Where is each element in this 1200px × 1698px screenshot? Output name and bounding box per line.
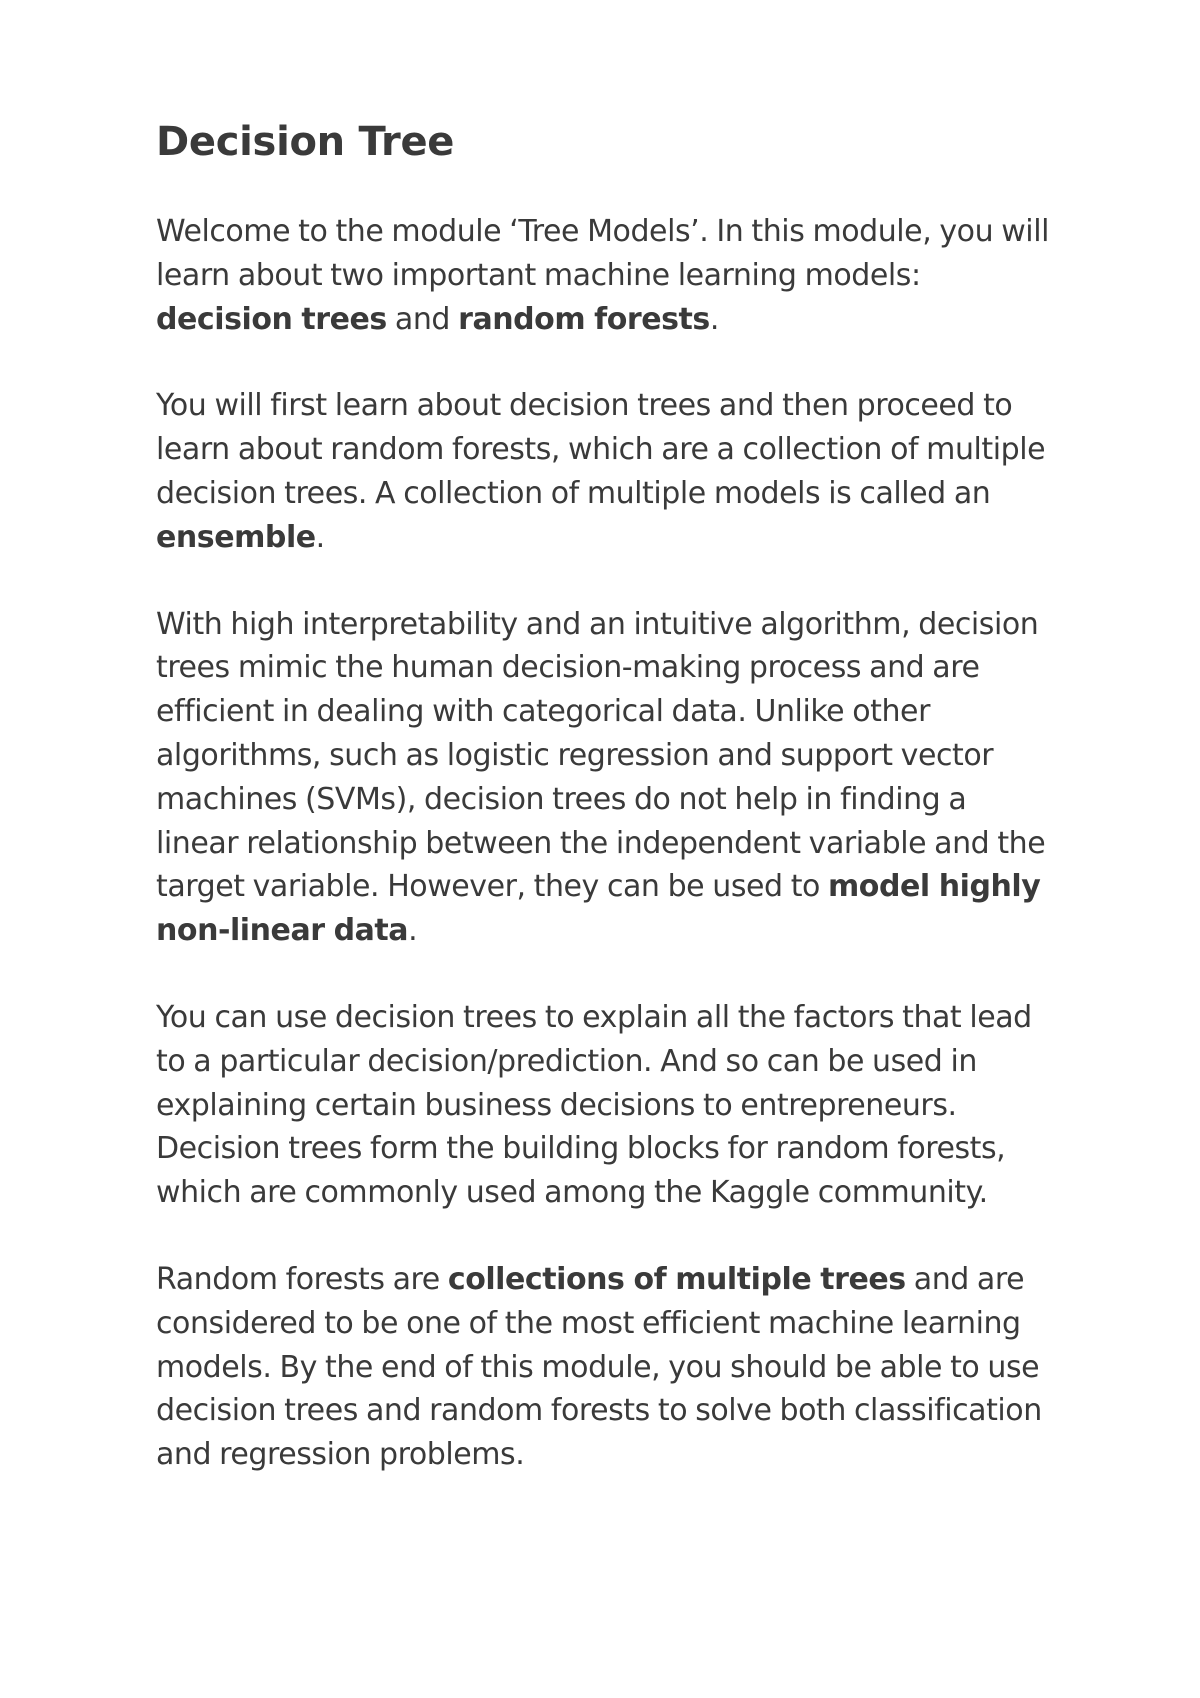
- text-run: Welcome to the module ‘Tree Models’. In this module, you will learn about two important machine learning models:: [156, 214, 1049, 293]
- text-run: and are considered to be one of the most efficient machine learning models. By the end of this module, you should be able to use decision trees and random forests to solve both classification and regression problems.: [156, 1261, 1042, 1473]
- bold-phrase: model highly non-linear data: [156, 869, 1041, 949]
- page-title: Decision Tree: [156, 119, 455, 165]
- text-run: You will first learn about decision trees and then proceed to learn about random forests, which are a collection of multiple decision trees. A collection of multiple models is called an: [156, 388, 1046, 511]
- document-page: [156, 112, 1056, 1520]
- text-run: You can use decision trees to explain all the factors that lead to a particular decision/prediction. And so can be used in explaining certain business decisions to entrepreneurs. Decision trees form the building blocks for random forests, which are commonly used among the Kaggle community.: [156, 999, 1032, 1211]
- paragraph: [156, 996, 1056, 1215]
- bold-phrase: ensemble: [156, 519, 316, 555]
- bold-phrase: collections of multiple trees: [447, 1261, 906, 1297]
- paragraph: [156, 603, 1056, 953]
- text-run: .: [408, 913, 418, 949]
- paragraph: [156, 210, 1056, 341]
- text-run: .: [315, 519, 325, 555]
- text-run: .: [709, 301, 719, 337]
- paragraph: [156, 384, 1056, 559]
- text-run: Random forests are: [156, 1261, 448, 1297]
- text-run: and: [386, 301, 459, 337]
- text-run: With high interpretability and an intuitive algorithm, decision trees mimic the human decision-making process and are efficient in dealing with categorical data. Unlike other algorithms, such as logistic regression and support vector machines (SVMs), decision trees do not help in finding a linear relationship between the independent variable and the target variable. However, they can be used to: [156, 606, 1046, 905]
- bold-phrase: decision trees: [156, 301, 387, 337]
- document-body: [156, 210, 1056, 1477]
- bold-phrase: random forests: [458, 301, 710, 337]
- paragraph: [156, 1258, 1056, 1477]
